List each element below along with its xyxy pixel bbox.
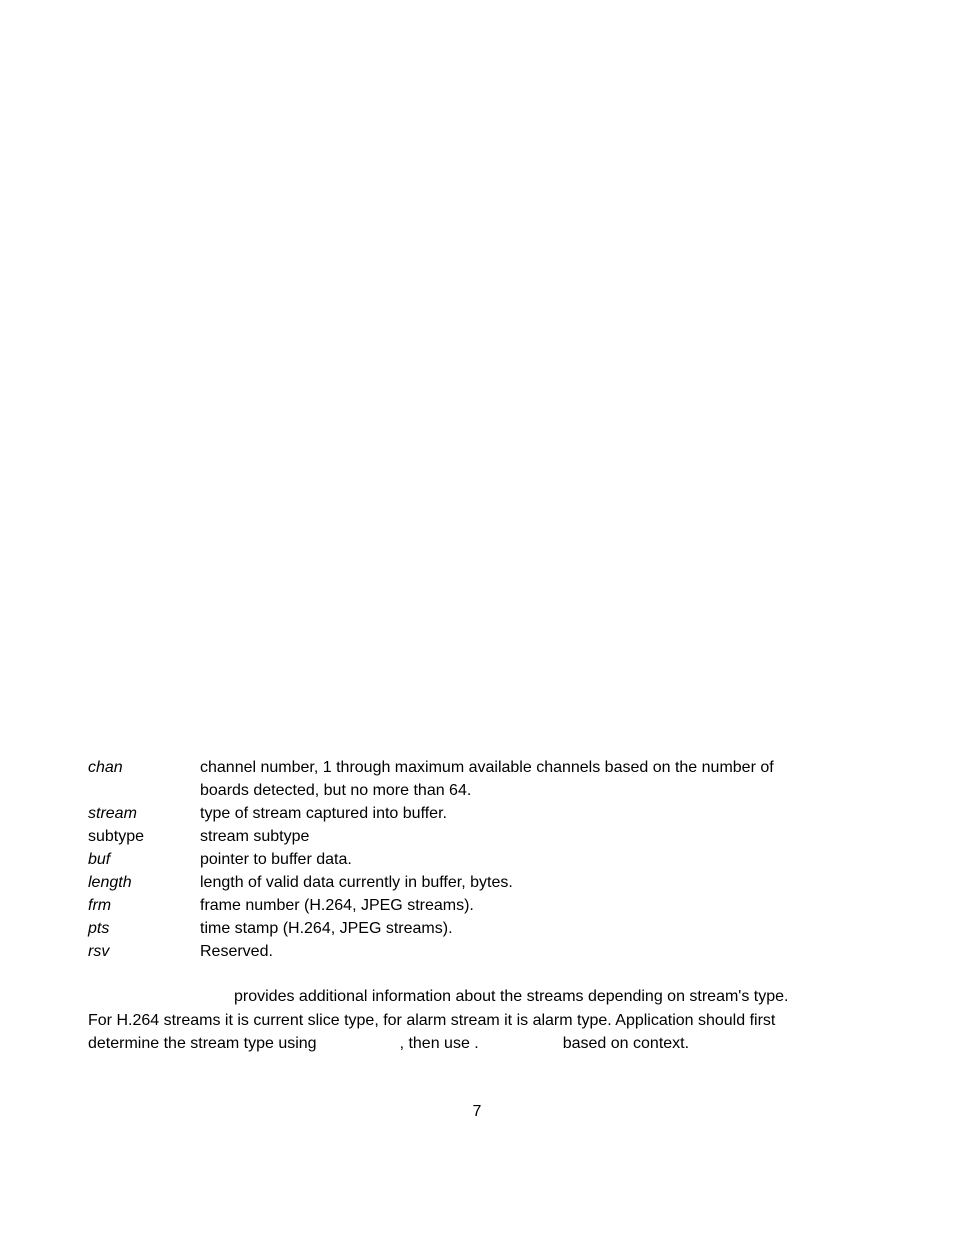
param-description: pointer to buffer data. xyxy=(200,851,352,868)
param-name: pts xyxy=(88,920,110,937)
param-name: stream xyxy=(88,805,137,822)
param-row-buf xyxy=(88,848,848,871)
param-name: length xyxy=(88,874,132,891)
param-row-pts xyxy=(88,917,848,940)
param-row-length xyxy=(88,871,848,894)
param-row-rsv xyxy=(88,940,848,963)
param-name: chan xyxy=(88,759,123,776)
param-row-chan xyxy=(88,756,848,802)
param-name: rsv xyxy=(88,943,110,960)
param-description: Reserved. xyxy=(200,943,273,960)
param-description: length of valid data currently in buffer, bytes. xyxy=(200,874,513,891)
param-description: time stamp (H.264, JPEG streams). xyxy=(200,920,453,937)
parameter-list xyxy=(88,756,848,963)
param-row-frm xyxy=(88,894,848,917)
subtype-explanation-paragraph xyxy=(88,985,848,1056)
param-description: type of stream captured into buffer. xyxy=(200,805,447,822)
paragraph-line: provides additional information about the streams depending on stream's type. xyxy=(234,988,789,1005)
paragraph-line: For H.264 streams it is current slice type, for alarm stream it is alarm type. Application should first xyxy=(88,1011,776,1029)
param-name: frm xyxy=(88,897,112,914)
paragraph-line: determine the stream type using , then use . based on context. xyxy=(88,1035,690,1052)
param-description: stream subtype xyxy=(200,828,310,845)
param-row-subtype xyxy=(88,825,848,848)
param-description: channel number, 1 through maximum available channels based on the number of boards detected, but no more than 64. xyxy=(200,759,774,799)
page-number: 7 xyxy=(472,1103,482,1120)
param-name: subtype xyxy=(88,828,145,845)
param-description: frame number (H.264, JPEG streams). xyxy=(200,897,474,914)
param-name: buf xyxy=(88,851,111,868)
param-row-stream xyxy=(88,802,848,825)
